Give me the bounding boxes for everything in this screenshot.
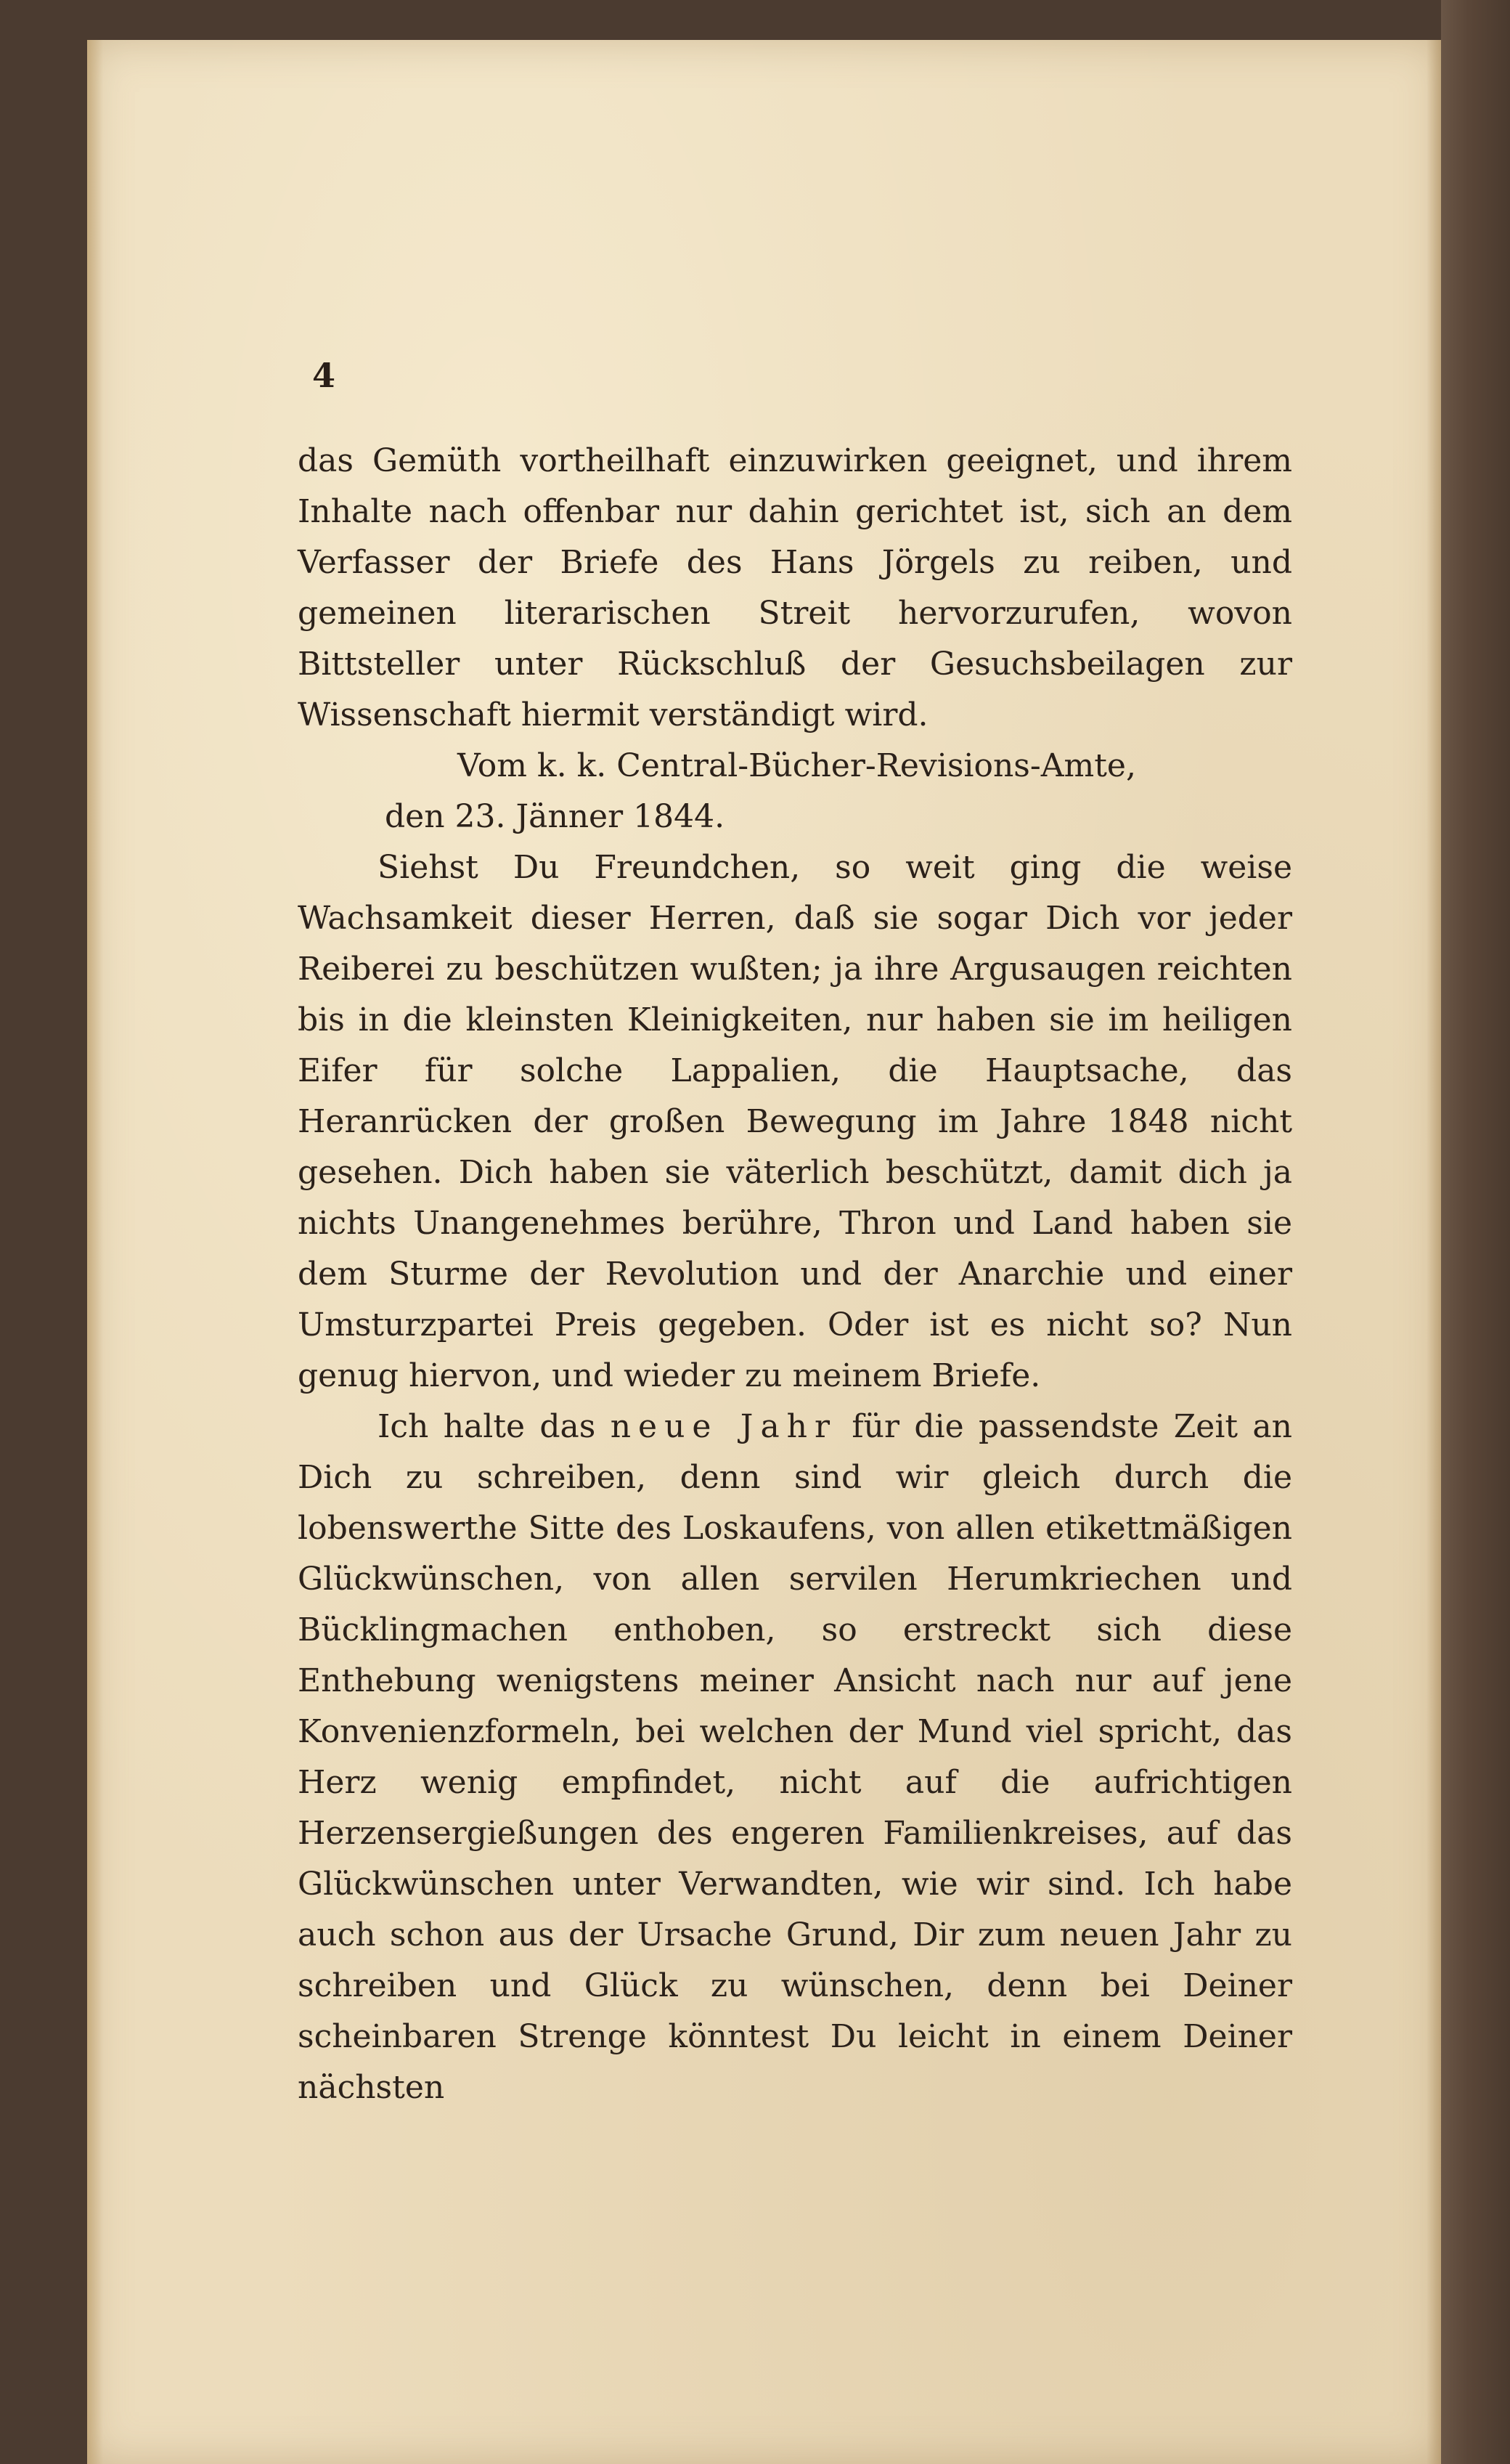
paragraph-3 <box>298 1402 1292 2113</box>
signature-office: Vom k. k. Central-Bücher-Revisions-Amte, <box>457 747 1136 784</box>
page-right-fold <box>1427 40 1441 2464</box>
paragraph-3-rest: für die passendste Zeit an Dich zu schreiben, denn sind wir gleich durch die lobenswerthe Sitte des Loskaufens, von allen etikettmäßigen Glückwünschen, von allen servilen Herumkriechen und Bücklingmachen enthoben, so erstreckt sich diese Enthebung wenigstens meiner Ansicht nach nur auf jene Konvenienzformeln, bei welchen der Mund viel spricht, das Herz wenig empfindet, nicht auf die aufrichtigen Herzensergießungen des engeren Familienkreises, auf das Glückwünschen unter Verwandten, wie wir sind. Ich habe auch schon aus der Ursache Grund, Dir zum neuen Jahr zu schreiben und Glück zu wünschen, denn bei Deiner scheinbaren Strenge könntest Du leicht in einem Deiner nächsten <box>298 1408 1292 2106</box>
paragraph-1: das Gemüth vortheilhaft einzuwirken geeignet, und ihrem Inhalte nach offenbar nur dahin gerichtet ist, sich an dem Verfasser der Briefe des Hans Jörgels zu reiben, und gemeinen literarischen Streit hervorzurufen, wovon Bittsteller unter Rückschluß der Gesuchsbeilagen zur Wissenschaft hiermit verständigt wird. <box>298 442 1292 733</box>
page-left-edge <box>87 40 103 2464</box>
paragraph-3-emphasis: neue Jahr <box>610 1408 838 1445</box>
paragraph-2: Siehst Du Freundchen, so weit ging die weise Wachsamkeit dieser Herren, daß sie sogar Dich vor jeder Reiberei zu beschützen wußten; ja ihre Argusaugen reichten bis in die kleinsten Kleinigkeiten, nur haben sie im heiligen Eifer für solche Lappalien, die Hauptsache, das Heranrücken der großen Bewegung im Jahre 1848 nicht gesehen. Dich haben sie väterlich beschützt, damit dich ja nichts Unangenehmes berühre, Thron und Land haben sie dem Sturme der Revolution und der Anarchie und einer Umsturzpartei Preis gegeben. Oder ist es nicht so? Nun genug hiervon, und wieder zu meinem Briefe. <box>298 849 1292 1394</box>
background-right-edge <box>1441 0 1510 2464</box>
paragraph-3-start: Ich halte das <box>378 1408 596 1445</box>
signature-date: den 23. Jänner 1844. <box>385 798 725 835</box>
body-text <box>298 436 1292 2113</box>
page-number: 4 <box>312 356 336 395</box>
